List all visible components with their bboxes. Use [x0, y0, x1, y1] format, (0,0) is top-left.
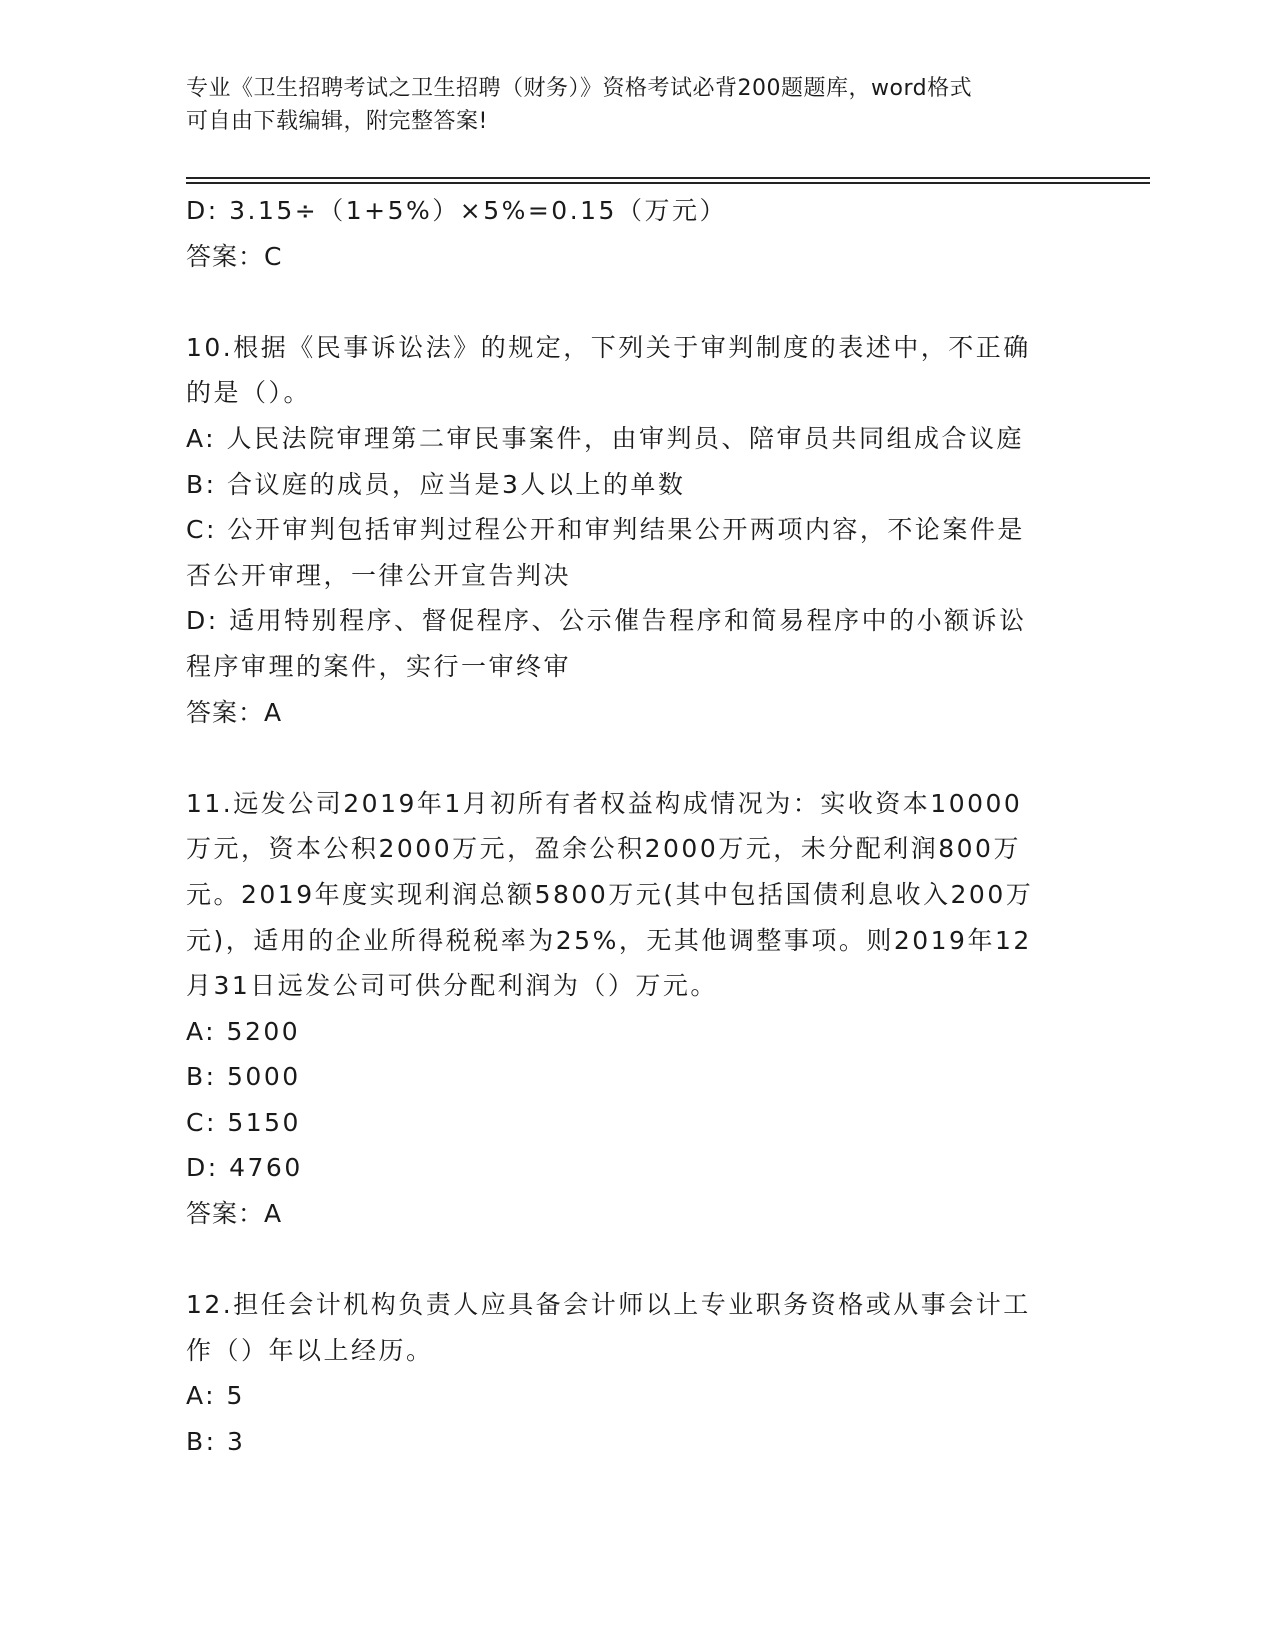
question-11-option-d: D: 4760	[186, 1153, 303, 1183]
header-rule-bottom	[186, 182, 1150, 184]
question-12	[186, 1282, 1086, 1464]
document-body	[186, 188, 1086, 1465]
document-header	[186, 72, 1066, 138]
question-11-stem-line-2: 万元，资本公积2000万元，盈余公积2000万元，未分配利润800万	[186, 834, 1021, 864]
question-10-stem-line-2: 的是（）。	[186, 378, 312, 408]
question-11-stem-line-3: 元。2019年度实现利润总额5800万元(其中包括国债利息收入200万	[186, 879, 1034, 909]
question-12-stem-line-2: 作（）年以上经历。	[186, 1335, 434, 1365]
question-10-answer: 答案：A	[186, 697, 283, 727]
question-11-stem-line-4: 元)，适用的企业所得税税率为25%，无其他调整事项。则2019年12	[186, 925, 1032, 955]
question-10-option-c-line-2: 否公开审理，一律公开宣告判决	[186, 560, 572, 590]
header-line-2: 可自由下载编辑，附完整答案!	[186, 109, 488, 134]
question-11-answer: 答案：A	[186, 1199, 283, 1229]
question-11-stem-line-5: 月31日远发公司可供分配利润为（）万元。	[186, 971, 718, 1001]
question-10-stem-line-1: 10.根据《民事诉讼法》的规定，下列关于审判制度的表述中，不正确	[186, 332, 1031, 362]
question-10	[186, 325, 1086, 735]
prev-answer: 答案：C	[186, 241, 283, 271]
header-line-1: 专业《卫生招聘考试之卫生招聘（财务）》资格考试必背200题题库，word格式	[186, 76, 973, 101]
question-11-option-c: C: 5150	[186, 1107, 301, 1137]
header-rule-top	[186, 177, 1150, 179]
question-12-stem-line-1: 12.担任会计机构负责人应具备会计师以上专业职务资格或从事会计工	[186, 1290, 1031, 1320]
question-10-option-a: A: 人民法院审理第二审民事案件，由审判员、陪审员共同组成合议庭	[186, 423, 1025, 453]
question-10-option-c-line-1: C: 公开审判包括审判过程公开和审判结果公开两项内容，不论案件是	[186, 515, 1025, 545]
question-11	[186, 781, 1086, 1237]
question-10-option-d-line-1: D: 适用特别程序、督促程序、公示催告程序和简易程序中的小额诉讼	[186, 606, 1027, 636]
question-10-option-b: B: 合议庭的成员，应当是3人以上的单数	[186, 469, 686, 499]
prev-option-d: D: 3.15÷（1+5%）×5%=0.15（万元）	[186, 196, 727, 225]
question-10-option-d-line-2: 程序审理的案件，实行一审终审	[186, 651, 572, 681]
question-12-option-a: A: 5	[186, 1381, 245, 1411]
question-11-option-b: B: 5000	[186, 1062, 301, 1092]
question-12-option-b: B: 3	[186, 1427, 246, 1457]
question-11-option-a: A: 5200	[186, 1016, 301, 1046]
question-11-stem-line-1: 11.远发公司2019年1月初所有者权益构成情况为：实收资本10000	[186, 788, 1023, 818]
